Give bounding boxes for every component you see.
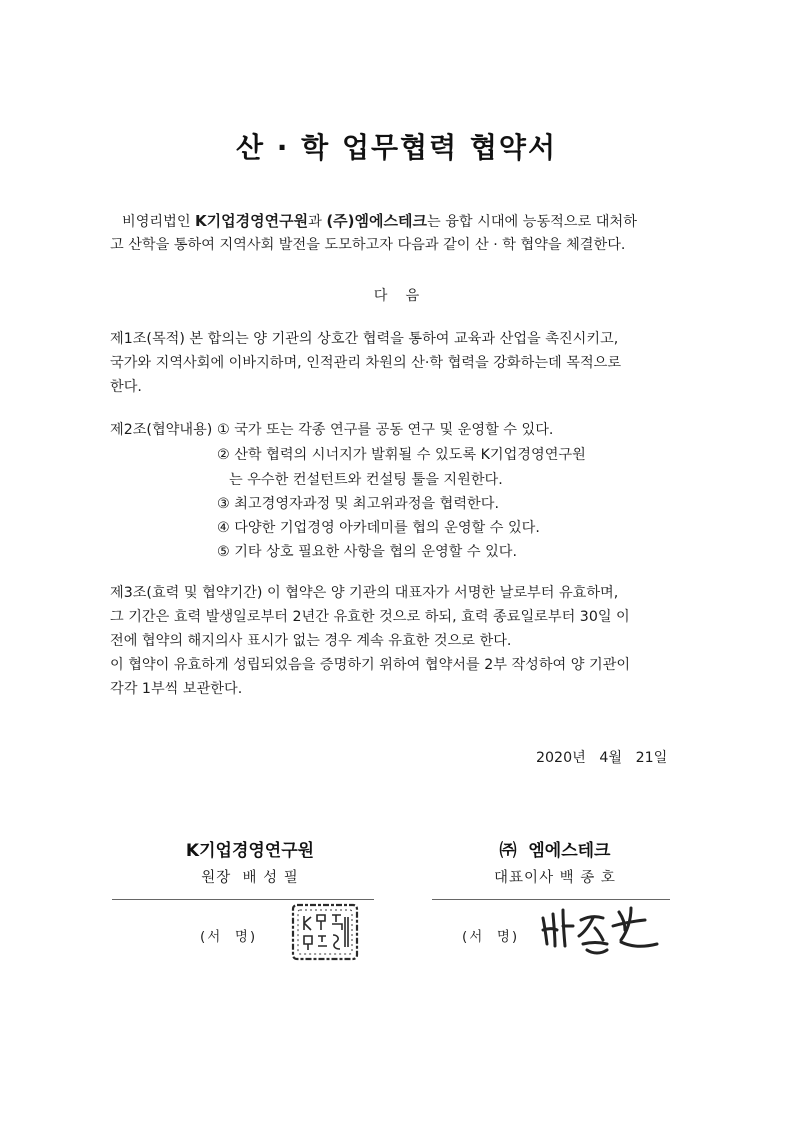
left-signature-rule: [112, 899, 374, 900]
intro-paragraph: [122, 209, 637, 234]
article-1-line-2: 국가와 지역사회에 이바지하며, 인적관리 차원의 산·학 협력을 강화하는데 목적으로: [110, 355, 622, 371]
article-1-line-3: 한다.: [110, 379, 142, 395]
article-2-item-3: ③ 최고경영자과정 및 최고위과정을 협력한다.: [217, 496, 499, 512]
section-heading: 다 음: [373, 288, 420, 304]
right-representative: 대표이사 백 종 호: [494, 870, 616, 886]
intro-prefix: 비영리법인: [122, 214, 196, 230]
left-sign-label: (서 명): [200, 929, 258, 945]
article-1: [110, 327, 621, 399]
right-sign-label: (서 명): [462, 929, 520, 945]
article-3-line-3: 전에 협약의 해지의사 표시가 없는 경우 계속 유효한 것으로 한다.: [110, 633, 512, 649]
article-3-line-2: 그 기간은 효력 발생일로부터 2년간 유효한 것으로 하되, 효력 종료일로부터 30일 이: [110, 609, 630, 625]
article-3-line-4: 이 협약이 유효하게 성립되었음을 증명하기 위하여 협약서를 2부 작성하여 양 기관이: [110, 657, 631, 673]
document-title: 산 · 학 업무협력 협약서: [235, 131, 558, 164]
intro-line-1: [122, 209, 637, 234]
signing-date: 2020년 4월 21일: [536, 750, 668, 766]
article-3-line-5: 각각 1부씩 보관한다.: [110, 681, 243, 697]
handwritten-signature: [537, 900, 667, 962]
right-org-name: ㈜ 엠에스테크: [499, 841, 611, 861]
article-1-line-1: 제1조(목적) 본 합의는 양 기관의 상호간 협력을 통하여 교육과 산업을 촉진시키고,: [110, 331, 619, 347]
article-2-item-4: ④ 다양한 기업경영 아카데미를 협의 운영할 수 있다.: [217, 520, 540, 536]
intro-party-1: K기업경영연구원: [195, 212, 309, 230]
intro-line-2: 고 산학을 통하여 지역사회 발전을 도모하고자 다음과 같이 산 · 학 협약을 체결한다.: [110, 237, 626, 253]
intro-suffix: 는 융합 시대에 능동적으로 대처하: [426, 214, 637, 230]
intro-party-2: (주)엠에스테크: [326, 212, 427, 230]
article-2-label: 제2조(협약내용): [110, 422, 213, 438]
left-org-name: K기업경영연구원: [185, 841, 315, 861]
article-2-item-2: ② 산학 협력의 시너지가 발휘될 수 있도록 K기업경영연구원: [217, 447, 586, 463]
left-representative: 원장 배 성 필: [201, 870, 299, 886]
intro-joiner: 과: [308, 214, 327, 230]
article-2-item-1: ① 국가 또는 각종 연구를 공동 연구 및 운영할 수 있다.: [217, 422, 554, 438]
article-2-item-2-cont: 는 우수한 컨설턴트와 컨설팅 툴을 지원한다.: [229, 472, 503, 488]
company-seal-stamp: [290, 902, 360, 962]
article-3: [110, 581, 630, 701]
article-3-line-1: 제3조(효력 및 협약기간) 이 협약은 양 기관의 대표자가 서명한 날로부터 유효하며,: [110, 585, 619, 601]
article-2-item-5: ⑤ 기타 상호 필요한 사항을 협의 운영할 수 있다.: [217, 544, 518, 560]
